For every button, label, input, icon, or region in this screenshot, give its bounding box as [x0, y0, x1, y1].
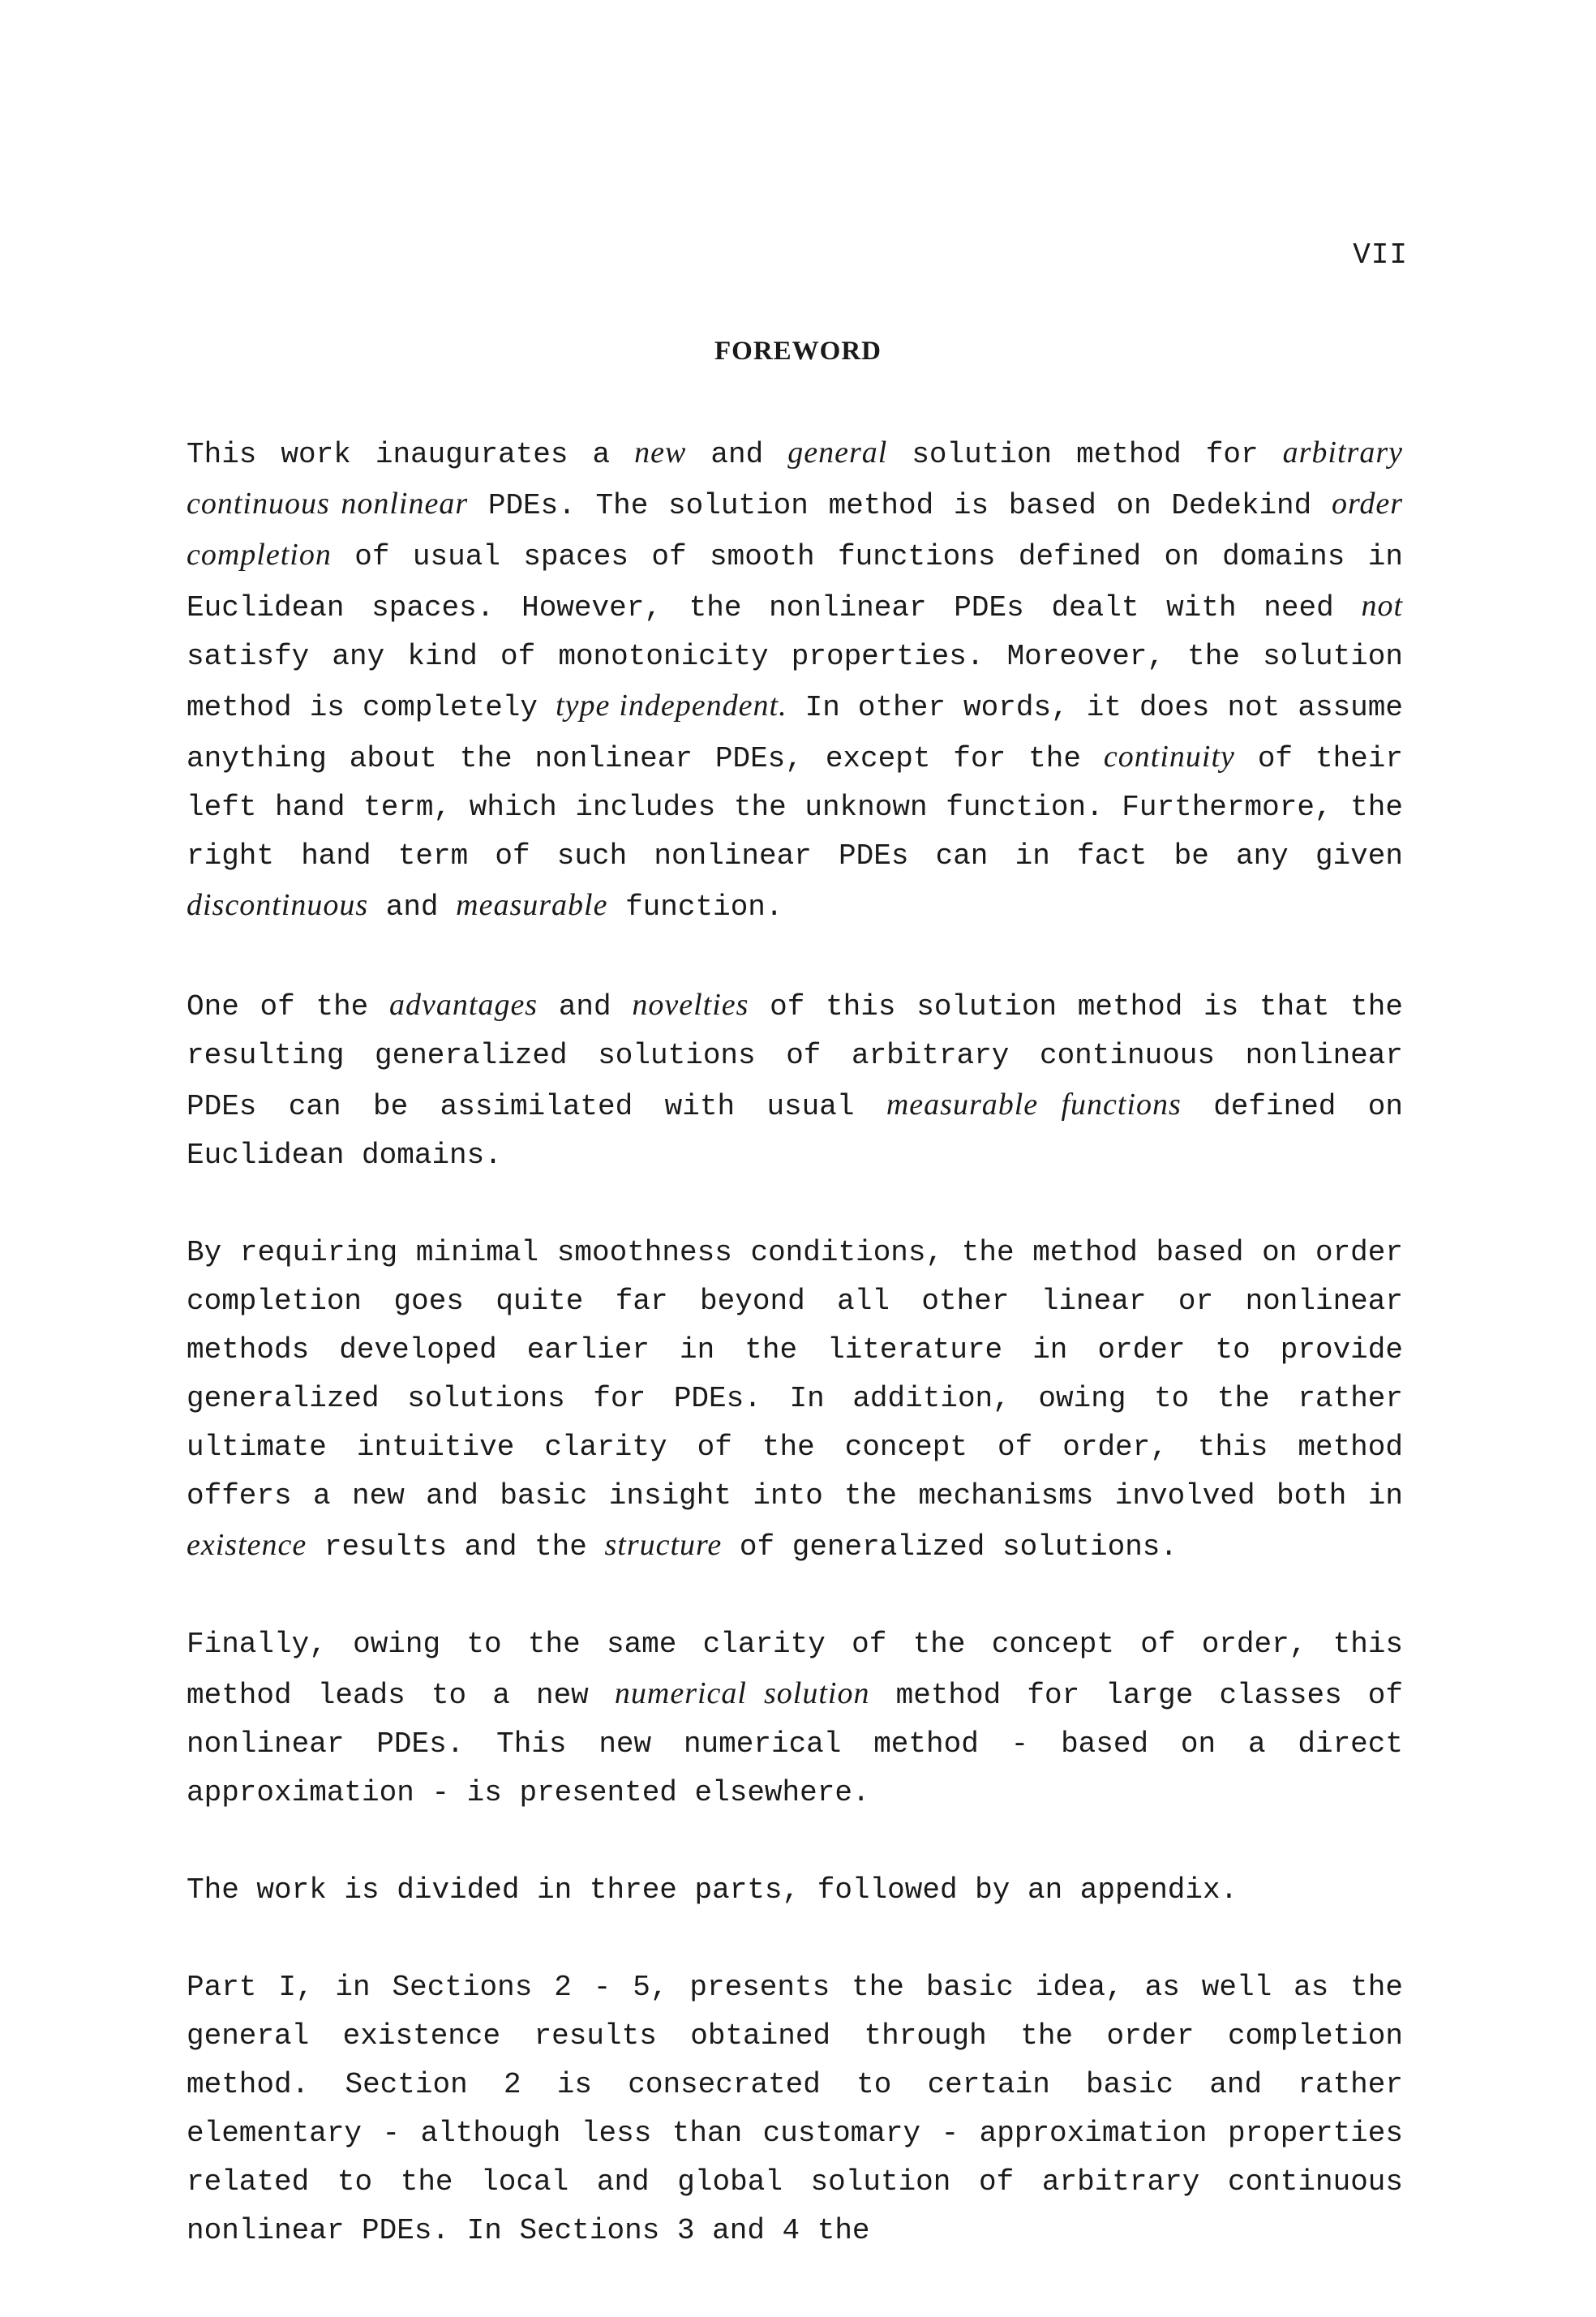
emphasis-text: existence [187, 1528, 307, 1562]
text-run: In other words, it does not assume anything about the nonlinear PDEs, except for the [187, 691, 1403, 775]
emphasis-text: arbitrary continuous nonlinear [187, 436, 1403, 521]
emphasis-text: type independent. [556, 689, 787, 723]
text-run: and [538, 990, 633, 1023]
paragraph-1 [187, 428, 1403, 932]
text-run: of their left hand term, which includes the unknown function. Furthermore, the right hand term of such nonlinear PDEs can in fact be any given [187, 742, 1403, 873]
text-run: of generalized solutions. [722, 1530, 1178, 1564]
text-run: and [368, 890, 457, 924]
text-run: PDEs. The solution method is based on Dedekind [468, 489, 1332, 522]
text-run: Finally, owing to the same clarity of the concept of order, this method leads to a new [187, 1628, 1403, 1712]
text-run: function. [607, 890, 783, 924]
text-run: solution method for [887, 438, 1283, 471]
text-run: results and the [307, 1530, 605, 1564]
emphasis-text: not [1361, 589, 1403, 623]
text-run: One of the [187, 990, 390, 1023]
text-run: method for large classes of nonlinear PDEs. This new numerical method - based on a direct approximation - is presented elsewhere. [187, 1679, 1404, 1809]
emphasis-text: order completion [187, 487, 1403, 572]
emphasis-text: advantages [389, 988, 538, 1022]
text-run: Part I, in Sections 2 - 5, presents the basic idea, as well as the general existence results obtained through the order completion method. Section 2 is consecrated to certain basic and rather elementary - although less than customary - approximation properties related to the local and global solution of arbitrary continuous nonlinear PDEs. In Sections 3 and 4 the [187, 1971, 1403, 2247]
emphasis-text: general [787, 436, 888, 470]
emphasis-text: measurable [456, 888, 608, 922]
emphasis-text: measurable functions [886, 1088, 1182, 1122]
text-run: The work is divided in three parts, followed by an appendix. [187, 1873, 1238, 1907]
text-run: of this solution method is that the resulting generalized solutions of arbitrary continuous nonlinear PDEs can be assimilated with usual [187, 990, 1403, 1123]
foreword-body [187, 428, 1403, 2304]
paragraph-6 [187, 1963, 1403, 2255]
text-run: By requiring minimal smoothness conditions, the method based on order completion goes quite far beyond all other linear or nonlinear methods developed earlier in the literature in order to provide generalized solutions for PDEs. In addition, owing to the rather ultimate intuitive clarity of the concept of order, this method offers a new and basic insight into the mechanisms involved both in [187, 1236, 1403, 1512]
emphasis-text: new [634, 436, 687, 470]
emphasis-text: continuity [1103, 740, 1235, 774]
emphasis-text: discontinuous [187, 888, 369, 922]
paragraph-3 [187, 1229, 1403, 1572]
text-run: satisfy any kind of monotonicity properties. Moreover, the solution method is completely [187, 640, 1403, 724]
page-title: FOREWORD [714, 337, 882, 366]
emphasis-text: novelties [632, 988, 749, 1022]
text-run: of usual spaces of smooth functions defined on domains in Euclidean spaces. However, the nonlinear PDEs dealt with need [187, 540, 1403, 624]
text-run: and [686, 438, 788, 471]
text-run: This work inaugurates a [187, 438, 635, 471]
paragraph-2 [187, 980, 1403, 1180]
page-number: VII [1353, 238, 1408, 272]
text-run: defined on Euclidean domains. [187, 1090, 1404, 1172]
emphasis-text: numerical solution [614, 1676, 870, 1710]
emphasis-text: structure [604, 1528, 723, 1562]
paragraph-4 [187, 1620, 1403, 1817]
paragraph-5 [187, 1866, 1403, 1915]
